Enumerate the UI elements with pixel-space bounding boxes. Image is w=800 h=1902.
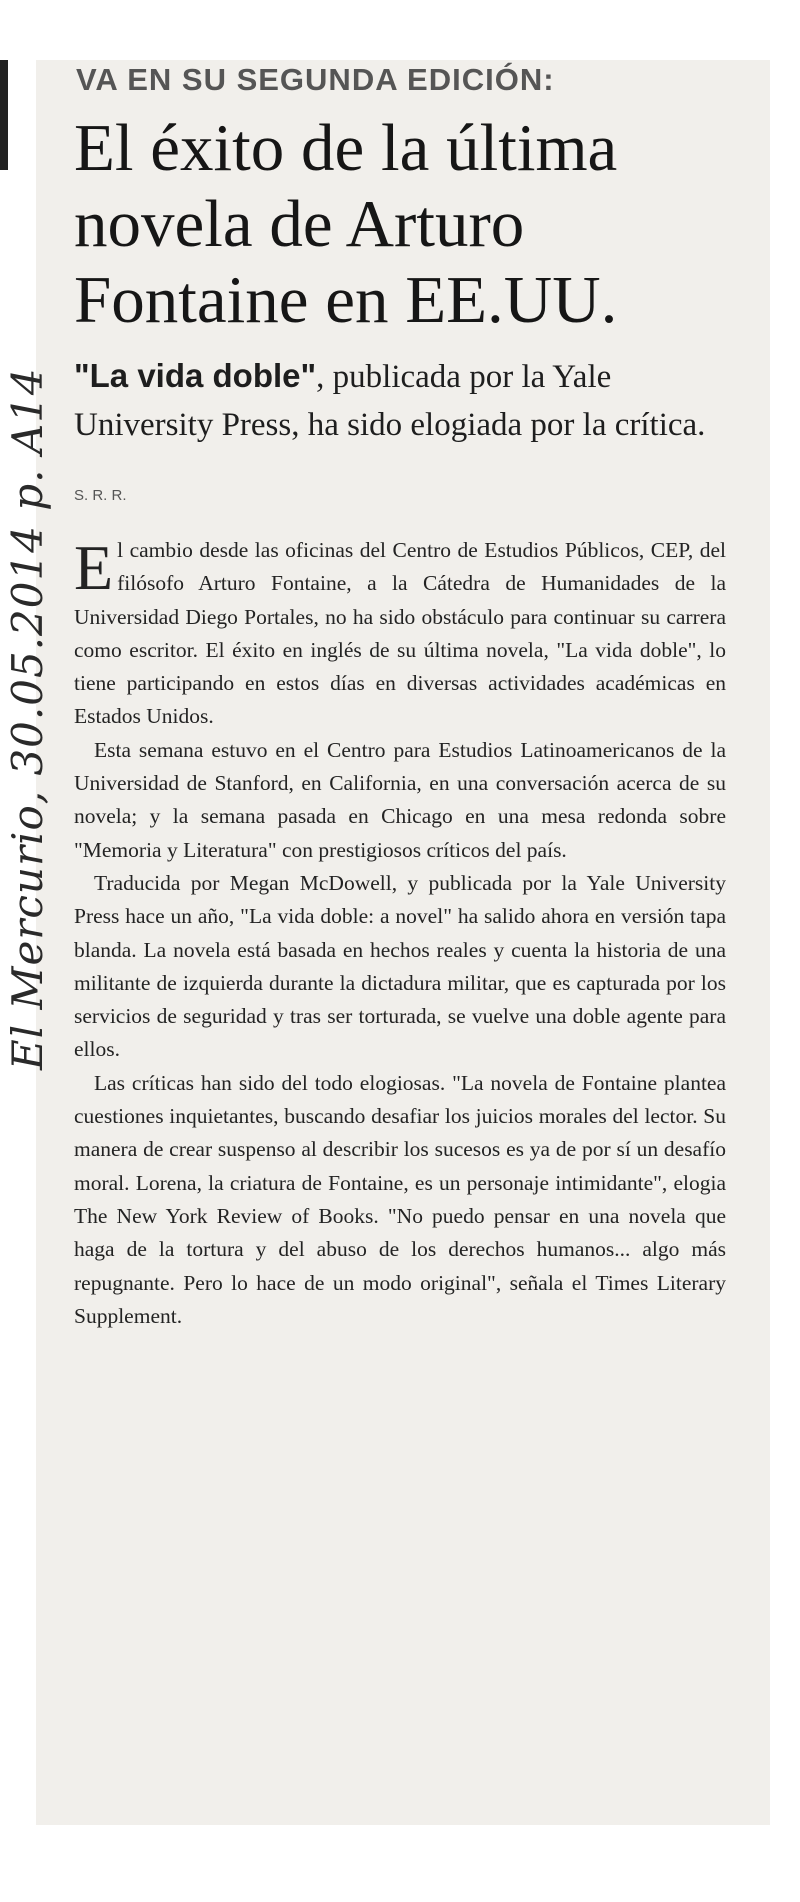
article-body xyxy=(74,534,726,1333)
handwritten-annotation: El Mercurio, 30.05.2014 p. A14 xyxy=(3,367,52,1070)
kicker: VA EN SU SEGUNDA EDICIÓN: xyxy=(76,62,555,97)
paragraph-1-text: l cambio desde las oficinas del Centro de Estudios Públicos, CEP, del filósofo Arturo Fontaine, a la Cátedra de Humanidades de la Universidad Diego Portales, no ha sido obstáculo para continuar su carrera como escritor. El éxito en inglés de su última novela, "La vida doble", lo tiene participando en estos días en diversas actividades académicas en Estados Unidos. xyxy=(74,538,726,729)
deck xyxy=(74,352,726,449)
paragraph-2: Esta semana estuvo en el Centro para Estudios Latinoamericanos de la Universidad de Stanford, en California, en una conversación acerca de su novela; y la semana pasada en Chicago en una mesa redonda sobre "Memoria y Literatura" con prestigiosos críticos del país. xyxy=(74,737,726,862)
headline: El éxito de la última novela de Arturo Fontaine en EE.UU. xyxy=(74,111,618,337)
deck-text: , publicada por la Yale University Press, ha sido elogiada por la crítica. xyxy=(74,359,706,443)
deck-title: "La vida doble" xyxy=(74,357,317,394)
paragraph-3: Traducida por Megan McDowell, y publicada por la Yale University Press hace un año, "La vida doble: a novel" ha salido ahora en versión tapa blanda. La novela está basada en hechos reales y cuenta la historia de una militante de izquierda durante la dictadura militar, que es capturada por los servicios de seguridad y tras ser torturada, se vuelve una doble agente para ellos. xyxy=(74,870,726,1062)
paragraph-1 xyxy=(74,534,726,734)
article xyxy=(66,62,726,1333)
paragraph-4: Las críticas han sido del todo elogiosas. "La novela de Fontaine plantea cuestiones inquietantes, buscando desafiar los juicios morales del lector. Su manera de crear suspenso al describir los sucesos es ya de por sí un desafío moral. Lorena, la criatura de Fontaine, es un personaje intimidante", elogia The New York Review of Books. "No puedo pensar en una novela que haga de la tortura y del abuso de los derechos humanos... algo más repugnante. Pero lo hace de un modo original", señala el Times Literary Supplement. xyxy=(74,1070,726,1328)
byline: S. R. R. xyxy=(74,487,127,504)
drop-cap: E xyxy=(74,532,114,603)
